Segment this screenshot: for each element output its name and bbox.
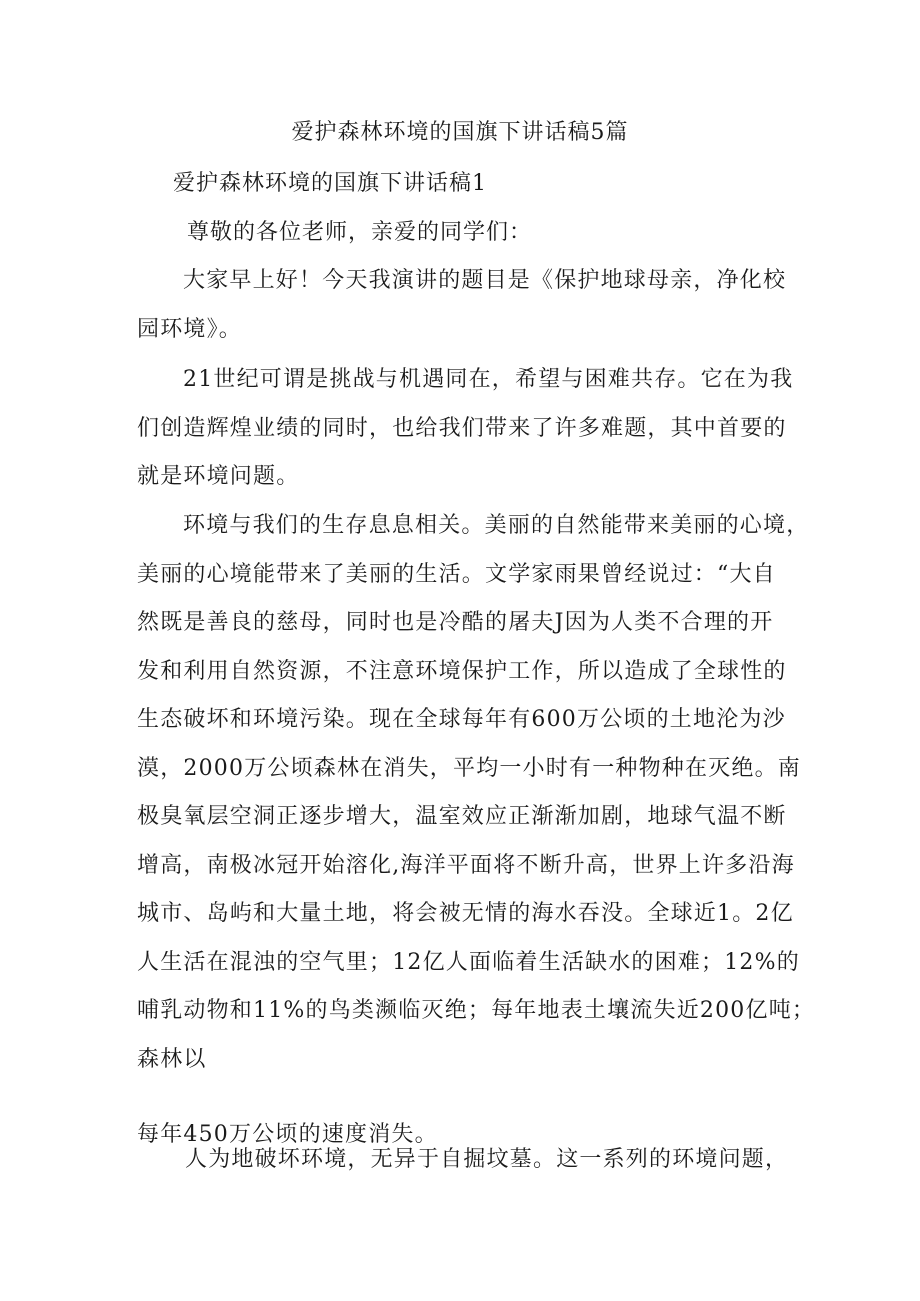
paragraph-line: 园环境》。 [137,316,243,342]
paragraph-line: 人生活在混浊的空气里；12亿人面临着生活缺水的困难；12%的 [137,949,800,975]
paragraph-line: 然既是善良的慈母，同时也是冷酷的屠夫J因为人类不合理的开 [137,610,774,635]
paragraph-environment [137,502,816,1084]
paragraph-line: 增高，南极冰冠开始溶化,海洋平面将不断升高，世界上许多沿海 [137,852,795,878]
paragraph-line: 美丽的心境能带来了美丽的生活。文学家雨果曾经说过：“大自 [137,561,776,587]
paragraph-human-damage [137,1136,797,1185]
paragraph-line: 人为地破坏环境，无异于自掘坟墓。这一系列的环境问题， [185,1147,789,1172]
document-title: 爱护森林环境的国旗下讲话稿5篇 [291,120,629,145]
paragraph-line: 漠，2000万公顷森林在消失，平均一小时有一种物种在灭绝。南 [137,755,801,781]
paragraph-line: 大家早上好！今天我演讲的题目是《保护地球母亲，净化校 [183,268,787,293]
paragraph-line: 发和利用自然资源，不注意环境保护工作，所以造成了全球性的 [137,658,787,684]
paragraph-greeting [137,257,797,354]
section-heading: 爱护森林环境的国旗下讲话稿1 [173,171,487,196]
paragraph-century [137,356,797,502]
paragraph-line: 生态破坏和环境污染。现在全球每年有600万公顷的土地沦为沙 [137,707,786,732]
paragraph-line: 21世纪可谓是挑战与机遇同在，希望与困难共存。它在为我 [183,367,794,392]
paragraph-line: 每年450万公顷的速度消失。 [137,1122,438,1147]
paragraph-line: 森林以 [137,1046,207,1072]
paragraph-line: 城市、岛屿和大量土地，将会被无情的海水吞没。全球近1。2亿 [137,901,794,926]
salutation: 尊敬的各位老师，亲爱的同学们： [187,220,533,245]
paragraph-line: 极臭氧层空洞正逐步增大，温室效应正渐渐加剧，地球气温不断 [137,804,787,829]
paragraph-line: 环境与我们的生存息息相关。美丽的自然能带来美丽的心境， [183,513,810,538]
paragraph-line: 就是环境问题。 [137,464,300,489]
paragraph-line: 们创造辉煌业绩的同时，也给我们带来了许多难题，其中首要的 [137,415,787,441]
paragraph-line: 哺乳动物和11%的鸟类濒临灭绝；每年地表土壤流失近200亿吨； [137,998,816,1023]
